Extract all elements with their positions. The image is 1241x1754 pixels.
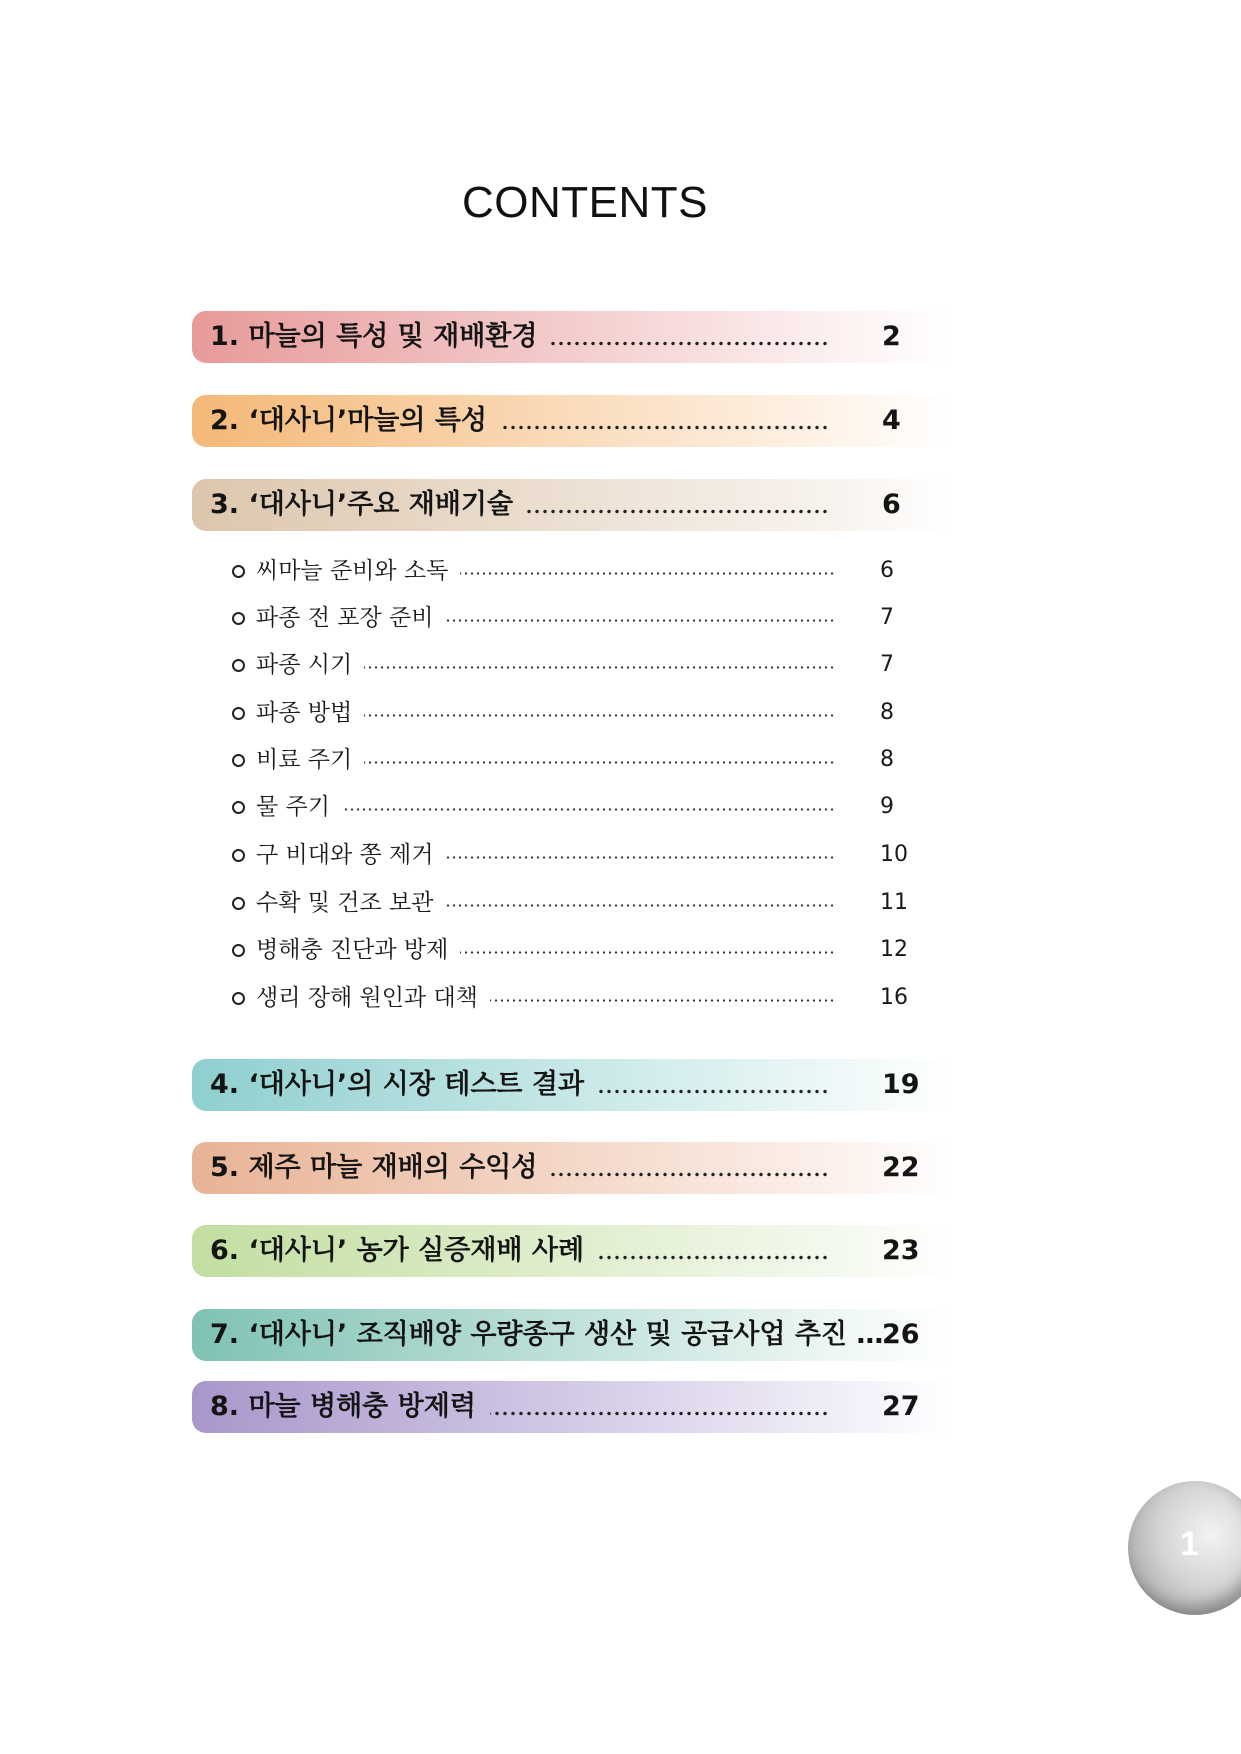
subsection-page-number: 10 — [880, 842, 908, 867]
dot-leader — [460, 951, 835, 954]
section-label: 4. ‘대사니’의 시장 테스트 결과 — [210, 1069, 585, 1100]
subsection-label: 파종 전 포장 준비 — [256, 605, 434, 631]
subsection-page-number: 8 — [880, 700, 894, 725]
section-label: 5. 제주 마늘 재배의 수익성 — [210, 1152, 538, 1183]
toc-subsection[interactable] — [230, 983, 930, 1013]
toc-section-6[interactable] — [192, 1225, 952, 1277]
circle-bullet-icon — [232, 659, 245, 672]
toc-subsection[interactable] — [230, 745, 930, 775]
subsection-page-number: 11 — [880, 890, 908, 915]
subsection-label: 구 비대와 쫑 제거 — [256, 842, 434, 868]
circle-bullet-icon — [232, 612, 245, 625]
toc-section-5[interactable] — [192, 1142, 952, 1194]
circle-bullet-icon — [232, 801, 245, 814]
dot-leader — [364, 761, 835, 764]
toc-subsection[interactable] — [230, 888, 930, 918]
circle-bullet-icon — [232, 849, 245, 862]
subsection-page-number: 7 — [880, 652, 894, 677]
section-label: 3. ‘대사니’주요 재배기술 — [210, 489, 514, 520]
dot-leader — [598, 1089, 829, 1094]
section-page-number: 19 — [882, 1069, 920, 1100]
dot-leader — [598, 1255, 829, 1260]
dot-leader — [490, 1411, 829, 1416]
section-label: 2. ‘대사니’마늘의 특성 — [210, 405, 488, 436]
subsection-page-number: 6 — [880, 558, 894, 583]
section-label: 8. 마늘 병해충 방제력 — [210, 1391, 476, 1422]
dot-leader — [445, 856, 835, 859]
circle-bullet-icon — [232, 897, 245, 910]
toc-subsection[interactable] — [230, 792, 930, 822]
dot-leader — [551, 341, 829, 346]
toc-section-4[interactable] — [192, 1059, 952, 1111]
toc-subsection[interactable] — [230, 556, 930, 586]
circle-bullet-icon — [232, 707, 245, 720]
section-page-number: 4 — [882, 405, 901, 436]
subsection-label: 물 주기 — [256, 794, 330, 820]
subsection-label: 생리 장해 원인과 대책 — [256, 985, 478, 1011]
section-page-number: 23 — [882, 1235, 920, 1266]
toc-subsection[interactable] — [230, 650, 930, 680]
section-label: 7. ‘대사니’ 조직배양 우량종구 생산 및 공급사업 추진 … — [210, 1319, 884, 1350]
section-label: 6. ‘대사니’ 농가 실증재배 사례 — [210, 1235, 585, 1266]
section-label: 1. 마늘의 특성 및 재배환경 — [210, 321, 538, 352]
section-page-number: 6 — [882, 489, 901, 520]
subsection-label: 파종 시기 — [256, 652, 353, 678]
toc-section-3[interactable] — [192, 479, 952, 531]
section-page-number: 22 — [882, 1152, 920, 1183]
toc-section-1[interactable] — [192, 311, 952, 363]
dot-leader — [460, 572, 835, 575]
dot-leader — [527, 509, 829, 514]
circle-bullet-icon — [232, 754, 245, 767]
contents-title: CONTENTS — [462, 178, 708, 227]
circle-bullet-icon — [232, 565, 245, 578]
subsection-page-number: 9 — [880, 794, 894, 819]
section-page-number: 2 — [882, 321, 901, 352]
dot-leader — [364, 666, 835, 669]
subsection-page-number: 16 — [880, 985, 908, 1010]
toc-section-7[interactable] — [192, 1309, 952, 1361]
dot-leader — [445, 904, 835, 907]
toc-subsection[interactable] — [230, 603, 930, 633]
toc-section-8[interactable] — [192, 1381, 952, 1433]
toc-subsection[interactable] — [230, 698, 930, 728]
subsection-label: 파종 방법 — [256, 700, 353, 726]
dot-leader — [342, 808, 835, 811]
dot-leader — [501, 425, 829, 430]
subsection-label: 비료 주기 — [256, 747, 353, 773]
toc-section-2[interactable] — [192, 395, 952, 447]
toc-subsection[interactable] — [230, 840, 930, 870]
circle-bullet-icon — [232, 992, 245, 1005]
toc-subsection[interactable] — [230, 935, 930, 965]
subsection-page-number: 8 — [880, 747, 894, 772]
subsection-label: 씨마늘 준비와 소독 — [256, 558, 449, 584]
dot-leader — [364, 714, 835, 717]
dot-leader — [445, 619, 835, 622]
subsection-page-number: 7 — [880, 605, 894, 630]
dot-leader — [551, 1172, 829, 1177]
page-number: 1 — [1180, 1525, 1199, 1563]
section-page-number: 27 — [882, 1391, 920, 1422]
dot-leader — [490, 999, 835, 1002]
circle-bullet-icon — [232, 944, 245, 957]
subsection-label: 병해충 진단과 방제 — [256, 937, 449, 963]
section-page-number: 26 — [882, 1319, 920, 1350]
subsection-page-number: 12 — [880, 937, 908, 962]
subsection-label: 수확 및 건조 보관 — [256, 890, 434, 916]
